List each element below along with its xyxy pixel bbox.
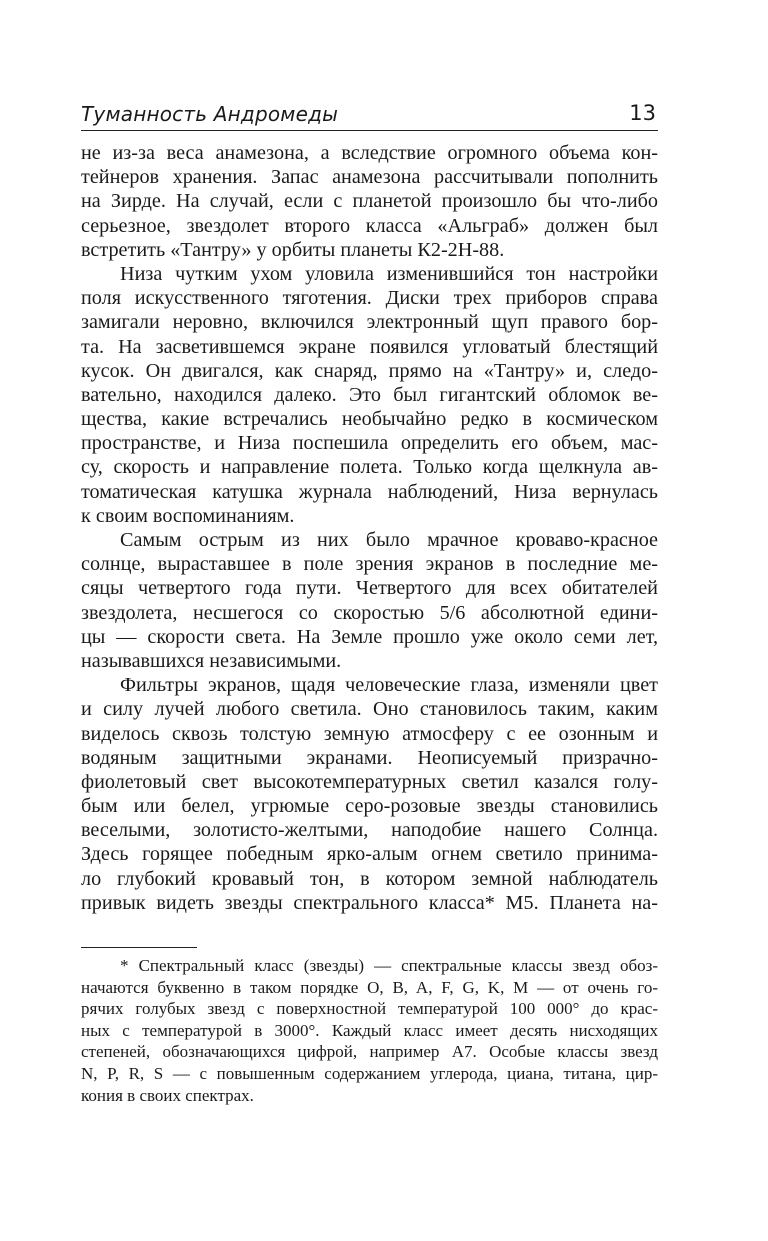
book-page [81,96,658,915]
text-line: не из-за веса анамезона, а вследствие огромного объема кон- [81,142,658,164]
main-text [81,141,658,915]
footnote-line: * Спектральный класс (звезды) — спектральные классы звезд обоз- [120,956,658,975]
text-line: пространстве, и Низа поспешила определить его объем, мас- [81,432,658,455]
text-line: цы — скорости света. На Земле прошло уже около семи лет, [81,625,658,648]
text-line: веселыми, золотисто-желтыми, наподобие нашего Солнца. [81,819,658,842]
text-line: замигали неровно, включился электронный щуп правого бор- [81,311,658,334]
text-line: фиолетовый свет высокотемпературных светил казался голу- [81,770,658,793]
text-line: серьезное, звездолет второго класса «Альграб» должен был [81,214,658,237]
running-title: Туманность Андромеды [81,102,339,126]
text-line: та. На засветившемся экране появился угловатый блестящий [81,335,658,358]
footnote-divider [81,947,197,948]
text-line: тейнеров хранения. Запас анамезона рассчитывали пополнить [81,166,658,189]
text-line: к своим воспоминаниям. [81,504,295,527]
footnote [81,955,658,1106]
text-line: виделось сквозь толстую земную атмосферу с ее озонным и [81,722,658,745]
page-number: 13 [629,101,656,125]
text-line: кусок. Он двигался, как снаряд, прямо на «Тантру» и, следо- [81,359,658,382]
text-line: су, скорость и направление полета. Только когда щелкнула ав- [81,456,658,479]
text-line: на Зирде. На случай, если с планетой произошло бы что-либо [81,190,658,213]
text-line: привык видеть звезды спектрального класса* М5. Планета на- [81,891,658,914]
running-header [81,96,658,131]
text-line: Самым острым из них было мрачное кроваво-красное [120,529,658,551]
text-line: солнце, выраставшее в поле зрения экранов в последние ме- [81,553,658,576]
text-line: вательно, находился далеко. Это был гигантский обломок ве- [81,383,658,406]
text-line: Низа чутким ухом уловила изменившийся тон настройки [120,262,658,285]
footnote-line: начаются буквенно в таком порядке O, B, A, F, G, K, M — от очень го- [81,977,658,997]
text-line: щества, какие встречались необычайно редко в космическом [81,408,658,431]
text-line: томатическая катушка журнала наблюдений, Низа вернулась [81,480,658,503]
footnote-line: ных с температурой в 3000°. Каждый класс имеет десять нисходящих [81,1020,658,1040]
footnote-line: степеней, обозначающихся цифрой, например А7. Особые классы звезд [81,1042,658,1062]
footnote-line: кония в своих спектрах. [81,1085,254,1105]
text-line: поля искусственного тяготения. Диски трех приборов справа [81,287,658,310]
text-line: встретить «Тантру» у орбиты планеты К2-2Н-88. [81,238,505,261]
text-line: водяным защитными экранами. Неописуемый призрачно- [81,746,658,769]
footnote-line: N, P, R, S — с повышенным содержанием углерода, циана, титана, цир- [81,1063,658,1083]
text-line: называвшихся независимыми. [81,649,342,672]
text-line: звездолета, несшегося со скоростью 5/6 абсолютной едини- [81,601,658,624]
text-line: сяцы четвертого года пути. Четвертого для всех обитателей [81,577,658,600]
text-line: Фильтры экранов, щадя человеческие глаза, изменяли цвет [120,674,658,697]
footnote-line: рячих голубых звезд с поверхностной температурой 100 000° до крас- [81,999,658,1019]
text-line: и силу лучей любого светила. Оно становилось таким, каким [81,698,658,721]
text-line: ло глубокий кровавый тон, в котором земной наблюдатель [81,867,658,890]
text-line: Здесь горящее победным ярко-алым огнем светило принима- [81,843,658,866]
text-line: бым или белел, угрюмые серо-розовые звезды становились [81,795,658,818]
